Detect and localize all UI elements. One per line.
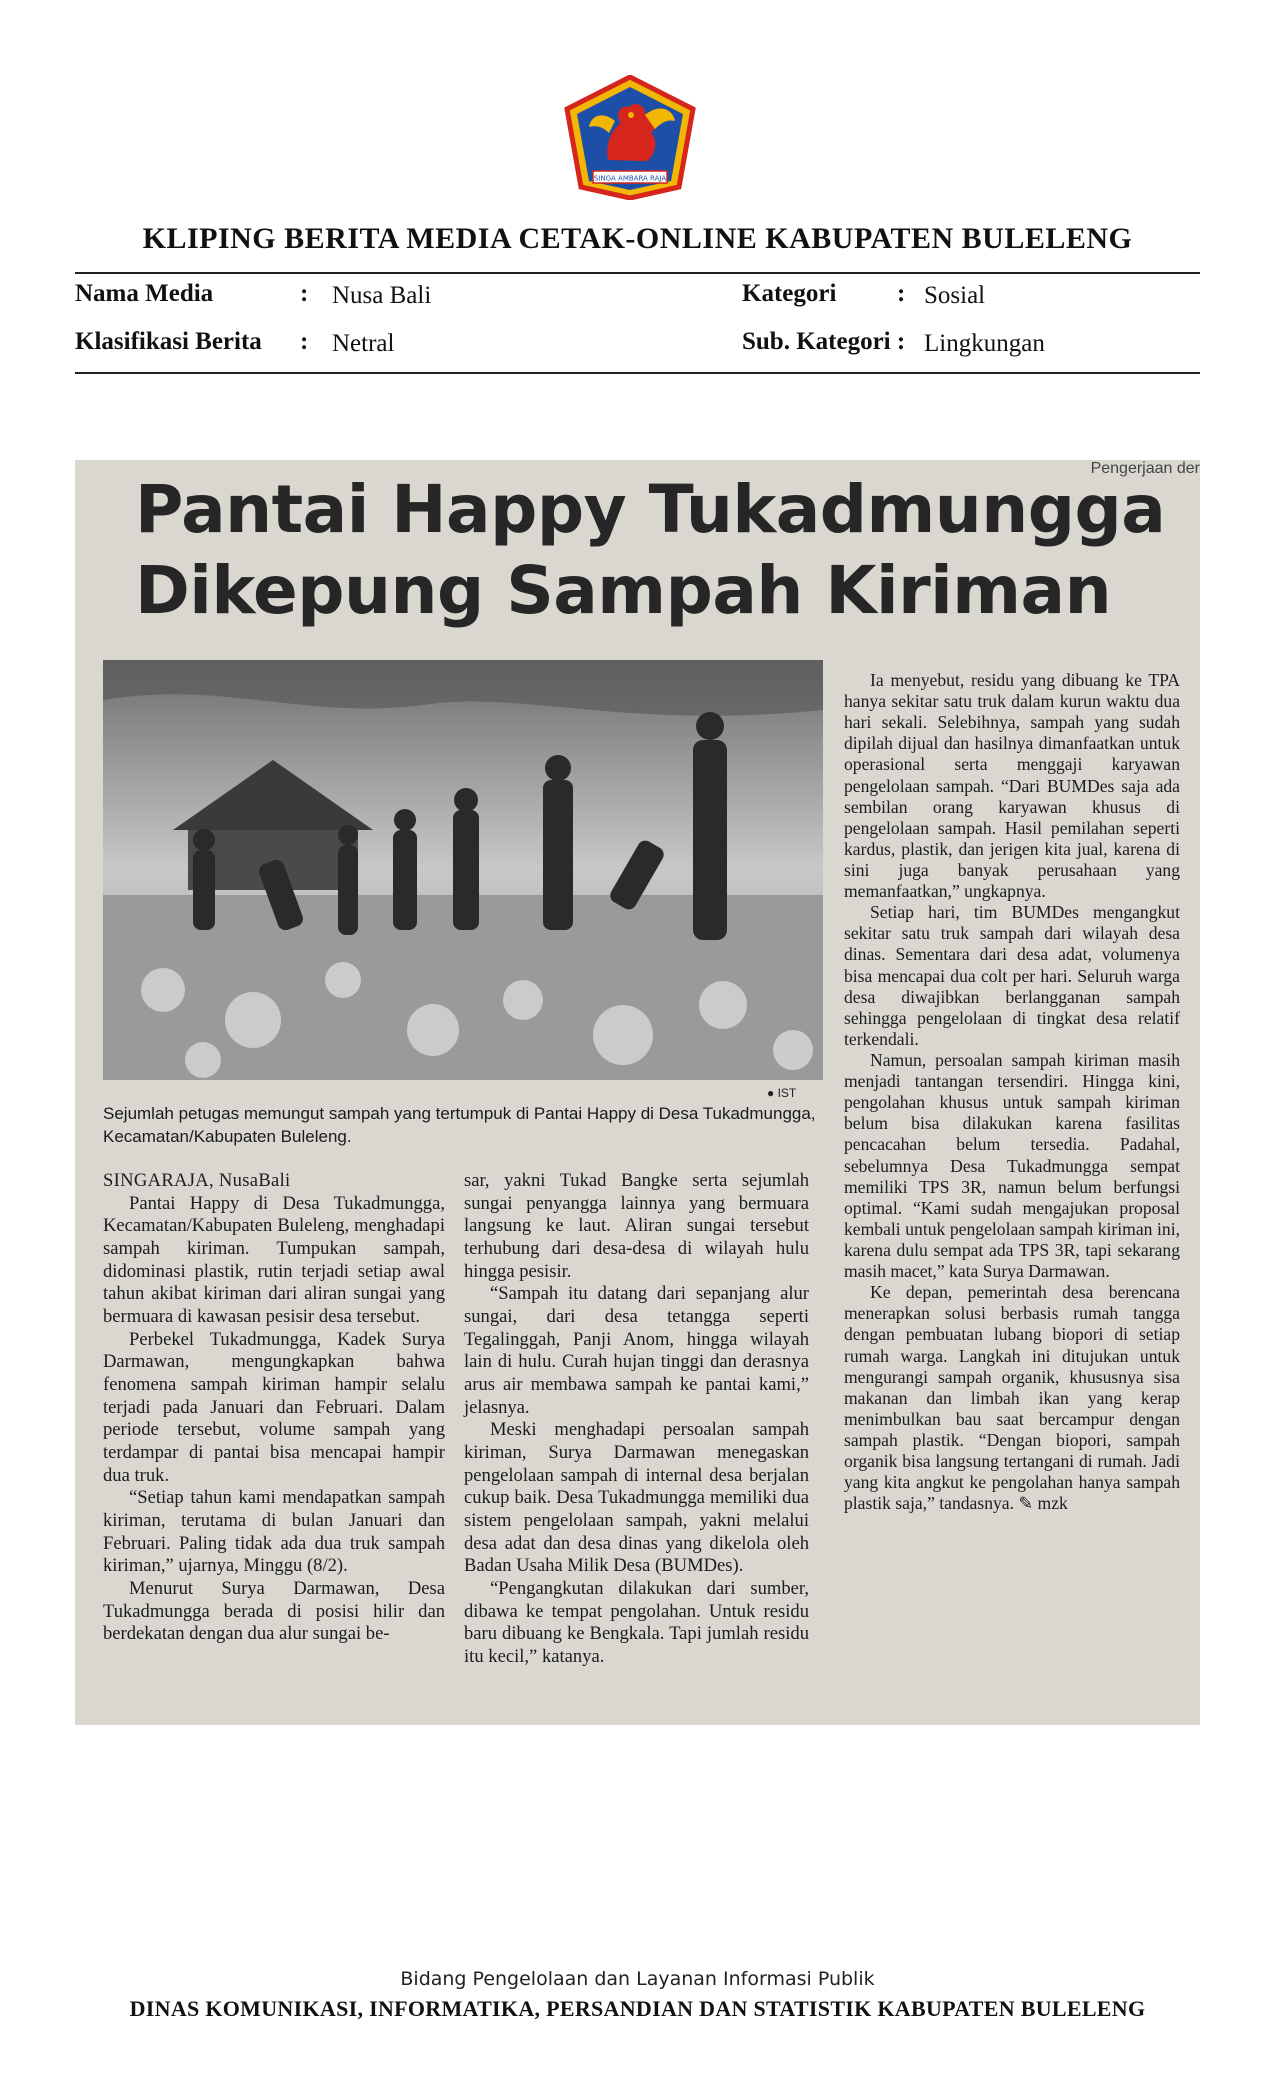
newspaper-clipping xyxy=(75,460,1200,1725)
article-column-3 xyxy=(844,670,1180,1514)
footer-agency: DINAS KOMUNIKASI, INFORMATIKA, PERSANDIAN DAN STATISTIK KABUPATEN BULELENG xyxy=(129,1996,1146,2021)
classification-colon: : xyxy=(300,328,309,355)
paragraph: Pantai Happy di Desa Tukadmungga, Kecamatan/Kabupaten Buleleng, menghadapi sampah kiriman. Tumpukan sampah, didominasi plastik, rutin terjadi setiap awal tahun akibat kiriman dari aliran sungai yang bermuara di kawasan pesisir desa tersebut. xyxy=(103,1192,445,1328)
category-label: Kategori xyxy=(742,280,837,307)
category-colon: : xyxy=(897,280,906,307)
classification-value: Netral xyxy=(332,330,395,357)
article-headline xyxy=(135,470,1165,631)
paragraph: “Sampah itu datang dari sepanjang alur sungai, dari desa tetangga seperti Tegalinggah, Panji Anom, hingga wilayah lain di hulu. Curah hujan tinggi dan derasnya arus air membawa sampah ke pantai kami,” jelasnya. xyxy=(464,1283,809,1418)
seal-motto: SINGA AMBARA RAJA xyxy=(593,174,667,183)
subcategory-label: Sub. Kategori : xyxy=(742,328,906,355)
photo-credit: ● IST xyxy=(767,1086,797,1100)
subcategory-value: Lingkungan xyxy=(924,330,1045,357)
header-bottom-rule xyxy=(75,372,1200,374)
paragraph: “Setiap tahun kami mendapatkan sampah kiriman, terutama di bulan Januari dan Februari. Paling tidak ada dua truk sampah kiriman,” ujarnya, Minggu (8/2). xyxy=(103,1487,445,1577)
media-label: Nama Media xyxy=(75,280,214,307)
paragraph: Namun, persoalan sampah kiriman masih menjadi tantangan tersendiri. Hingga kini, pengolahan khusus untuk sampah kiriman belum bisa dilakukan karena fasilitas pencacahan belum tersedia. Padahal, sebelumnya Desa Tukadmungga sempat memiliki TPS 3R, namun belum berfungsi optimal. “Kami sudah mengajukan proposal kembali untuk pengelolaan sampah kiriman ini, karena dulu sempat ada TPS 3R, tapi sekarang masih macet,” kata Surya Darmawan. xyxy=(844,1049,1180,1282)
paragraph: Ia menyebut, residu yang dibuang ke TPA hanya sekitar satu truk dalam kurun waktu dua hari sekali. Selebihnya, sampah yang sudah dipilah dijual dan hasilnya dimanfaatkan untuk operasional serta menggaji karyawan pengelolaan sampah. “Dari BUMDes saja ada sembilan orang karyawan khusus di pengelolaan sampah. Hasil pemilahan seperti kardus, plastik, dan jerigen kita jual, karena di sini juga banyak perusahaan yang memanfaatkan,” ungkapnya. xyxy=(844,670,1180,902)
clipping-title: KLIPING BERITA MEDIA CETAK-ONLINE KABUPATEN BULELENG xyxy=(142,222,1133,255)
neighbor-article-fragment: Pengerjaan der xyxy=(1090,460,1200,477)
paragraph: sar, yakni Tukad Bangke serta sejumlah sungai penyangga lainnya yang bermuara langsung ke laut. Aliran sungai tersebut terhubung dari desa-desa di wilayah hulu hingga pesisir. xyxy=(464,1170,809,1282)
footer-division: Bidang Pengelolaan dan Layanan Informasi Publik xyxy=(400,1968,875,1990)
buleleng-regency-seal xyxy=(563,75,697,200)
paragraph: Ke depan, pemerintah desa berencana menerapkan solusi berbasis rumah tangga dengan pembuatan lubang biopori di setiap rumah warga. Langkah ini ditujukan untuk mengurangi sampah organik, khususnya sisa makanan dan limbah ikan yang kerap menimbulkan bau saat bercampur dengan sampah plastik. “Dengan biopori, sampah organik bisa langsung tertangani di rumah. Jadi yang kita angkut ke pengolahan hanya sampah plastik saja,” tandasnya. ✎ mzk xyxy=(844,1282,1180,1514)
paragraph: Menurut Surya Darmawan, Desa Tukadmungga berada di posisi hilir dan berdekatan dengan dua alur sungai be- xyxy=(103,1578,445,1645)
headline-line-2: Dikepung Sampah Kiriman xyxy=(135,551,1112,629)
dateline: SINGARAJA, NusaBali xyxy=(103,1170,291,1191)
paragraph: “Pengangkutan dilakukan dari sumber, dibawa ke tempat pengolahan. Untuk residu baru dibuang ke Bengkala. Tapi jumlah residu itu kecil,” katanya. xyxy=(464,1578,809,1668)
article-column-1 xyxy=(103,1170,445,1646)
classification-label: Klasifikasi Berita xyxy=(75,328,262,355)
paragraph: Perbekel Tukadmungga, Kadek Surya Darmawan, mengungkapkan bahwa fenomena sampah kiriman hampir selalu terjadi pada Januari dan Februari. Dalam periode tersebut, volume sampah yang terdampar di pantai bisa mencapai hampir dua truk. xyxy=(103,1328,445,1486)
article-photo xyxy=(103,660,823,1080)
headline-line-1: Pantai Happy Tukadmungga xyxy=(135,471,1166,548)
paragraph: Setiap hari, tim BUMDes mengangkut sekitar satu truk sampah dari wilayah desa dinas. Sementara dari desa adat, volumenya bisa mencapai dua colt per hari. Seluruh warga desa diwajibkan berlangganan sampah sehingga pengelolaan di tingkat desa relatif terkendali. xyxy=(844,902,1180,1049)
photo-caption: Sejumlah petugas memungut sampah yang tertumpuk di Pantai Happy di Desa Tukadmungga, Kecamatan/Kabupaten Buleleng. xyxy=(103,1104,816,1146)
category-value: Sosial xyxy=(924,282,986,309)
article-column-2 xyxy=(464,1170,809,1669)
media-colon: : xyxy=(300,280,309,307)
paragraph: Meski menghadapi persoalan sampah kiriman, Surya Darmawan menegaskan pengelolaan sampah di internal desa berjalan cukup baik. Desa Tukadmungga memiliki dua sistem pengelolaan sampah, yakni melalui desa adat dan desa dinas yang dikelola oleh Badan Usaha Milik Desa (BUMDes). xyxy=(464,1419,809,1577)
header-top-rule xyxy=(75,272,1200,274)
media-value: Nusa Bali xyxy=(332,282,432,309)
